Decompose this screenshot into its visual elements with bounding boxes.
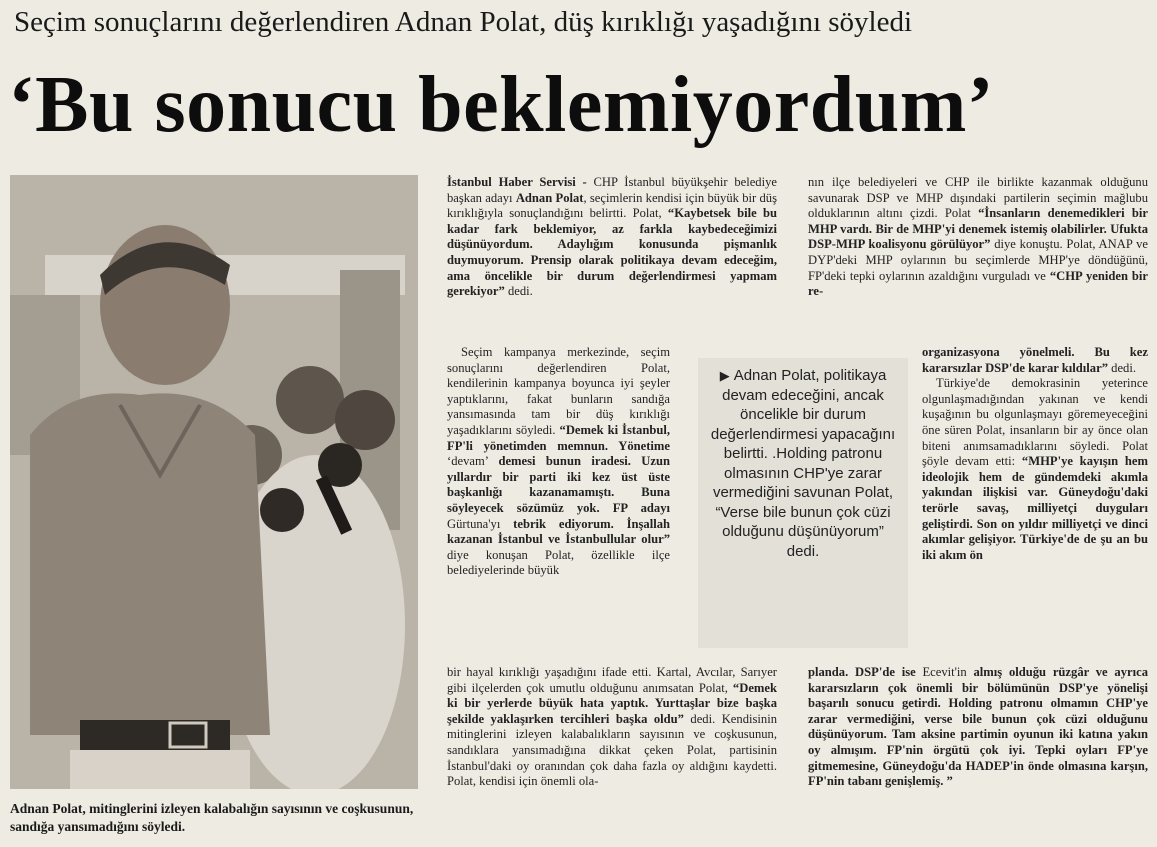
body-text: bir hayal kırıklığı yaşadığını ifade etti. Kartal, Avcılar, Sarıyer gibi ilçelerden çok umutlu olduğunu anımsatan Polat, — [447, 665, 777, 695]
kicker-headline: Seçim sonuçlarını değerlendiren Adnan Polat, düş kırıklığı yaşadığını söyledi — [14, 6, 913, 38]
dateline: İstanbul Haber Servisi - — [447, 175, 594, 189]
quote-text: “Demek ki bir yerlerde büyük hata yaptık. Yurttaşlar bize başka şekilde yaklaşırken tercihleri başka oldu” — [447, 680, 777, 726]
body-text: Türkiye'de demokrasinin yeterince olgunlaşmadığından yakınan ve kendi kuşağının bu olgunlaşmayı göremeyeceğini öne süren Polat, insanların bir ay önce olan biteni anımsamadıklarını söyledi. Polat şöyle devam etti: — [922, 376, 1148, 469]
body-text: dedi. Kendisinin mitinglerini izleyen kalabalıkların sayısının ve coşkusunun, sandıklara yansımadığına dikkat çeken Polat, partisinin İstanbul'daki oy oranından çok daha fazla oy aldığını kaydetti. Polat, kendisi için önemli ola- — [447, 711, 777, 789]
quote-text: organizasyona yönelmeli. Bu kez kararsızlar DSP'de karar kıldılar” — [922, 345, 1148, 375]
column-2-top — [808, 175, 1148, 300]
column-1-bottom — [447, 665, 777, 790]
quote-text: tebrik ediyorum. İnşallah kazanan İstanbul ve İstanbullular olur” — [447, 516, 670, 547]
quote-text: “İnsanların denemedikleri bir MHP vardı. Bir de MHP'yi denemek istemiş olabilirler. Ufukta DSP-MHP koalisyonu görülüyor” — [808, 206, 1148, 252]
column-2-bottom — [808, 665, 1148, 790]
quote-text: “Kaybetsek bile bu kadar fark beklemiyor, az farkla kaybedeceğimizi düşünüyordum. Adaylığım konusunda pişmanlık duymuyorum. Prensip olarak politikaya devam edeceğim, ama öncelikle bir durum değerlendirmesi yapmam gerekiyor” — [447, 206, 777, 299]
photo-caption: Adnan Polat, mitinglerini izleyen kalabalığın sayısının ve coşkusunun, sandığa yansımadığını söyledi. — [10, 801, 414, 834]
body-text: ‘devam’ — [447, 454, 499, 469]
column-2-middle — [922, 345, 1148, 563]
quote-text: “CHP yeniden bir re- — [808, 268, 1148, 299]
body-text: diye konuştu. Polat, ANAP ve DYP'deki MHP oylarının bu seçimlerde MHP'ye döndüğünü, FP'deki tepki oylarının azaldığını vurguladı ve — [808, 237, 1148, 283]
quote-text: planda. DSP'de ise — [808, 665, 916, 679]
quote-text: demesi bunun iradesi. Uzun yıllardır bir parti iki kez üst üste başkanlığı kazanamamıştı. Buna söyleyecek sözümüz yok. FP adayı — [447, 454, 670, 515]
triangle-bullet-icon: ▶ — [719, 368, 730, 383]
quote-text: “Demek ki İstanbul, FP'li yönetimden memnun. Yönetime — [447, 422, 670, 453]
quote-text: almış olduğu rüzgâr ve ayrıca kararsızların çok önemli bir bölümünün DSP'ye yönelişi başarılı sonucu getirdi. Holding patronu olmamın CHP'ye zarar vermediğini, verse bile bunun çok cüzi olduğunu düşünüyorum. Tam aksine partimin oyunun iki katına yakın oy almışım. FP'nin örgütü çok iyi. Tepki oyları FP'ye gitmemesine, Güneydoğu'da HADEP'in önde olmasına karşın, FP'nin tabanı genişlemiş. ” — [808, 665, 1148, 789]
body-text: Gürtuna'yı — [447, 516, 514, 531]
column-1-middle — [447, 345, 670, 579]
column-1-top — [447, 175, 777, 300]
body-text: , seçimlerin kendisi için büyük bir düş kırıklığıyla sonuçlandığını belirtti. Polat, — [447, 190, 777, 221]
body-text: dedi. — [1108, 360, 1136, 375]
article-photo — [10, 175, 418, 789]
pull-quote — [698, 358, 908, 648]
quote-text: “MHP'ye kayışın hem ideolojik hem de gündemdeki akımla yakından ilişkisi var. Güneydoğu'daki terörle savaş, milliyetçi duyguları geliştirdi. Son on yıldır milliyetçi ve dinci akımlar gelişiyor. Türkiye'de de şu an bu iki akım ön — [922, 454, 1148, 562]
pull-quote-text: Adnan Polat, politikaya devam edeceğini, ancak öncelikle bir durum değerlendirmesi yapacağını belirtti. .Holding patronu olmasının CHP'ye zarar vermediğini savunan Polat, “Verse bile bunun çok cüzi olduğunu düşünüyorum” dedi. — [710, 367, 896, 560]
body-text: Ecevit'in — [915, 665, 974, 679]
body-text: dedi. — [504, 284, 533, 299]
body-text: nın ilçe belediyeleri ve CHP ile birlikte kazanmak olduğunu savunarak DSP ve MHP dışındaki partilerin seçimin mağlubu olduklarının altını çizdi. Polat — [808, 175, 1148, 221]
photo-illustration — [10, 175, 418, 789]
body-text: diye konuşan Polat, özellikle ilçe belediyelerinde büyük — [447, 547, 670, 578]
body-text: Seçim kampanya merkezinde, seçim sonuçlarını değerlendiren Polat, kendilerinin kampanya boyunca iyi şeyler yaptıklarını, fakat bunların sandığa yansımasında tam bir düş kırıklığı yaşadıklarını söyledi. — [447, 345, 670, 437]
body-text: CHP İstanbul büyükşehir belediye başkan adayı — [447, 175, 777, 205]
name-text: Adnan Polat — [515, 190, 584, 205]
main-headline: ‘Bu sonucu beklemiyordum’ — [8, 61, 994, 149]
